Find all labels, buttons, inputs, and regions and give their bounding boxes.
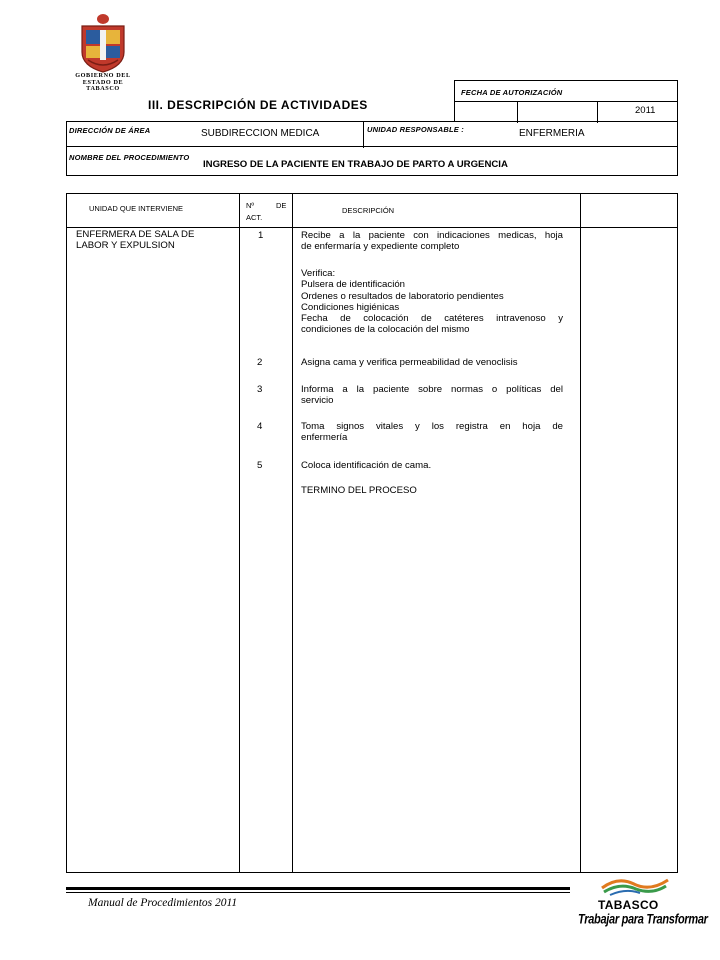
seal-caption-line: TABASCO	[86, 85, 120, 93]
procedimiento-label: NOMBRE DEL PROCEDIMIENTO	[69, 153, 190, 162]
activities-table	[66, 193, 678, 873]
step-line: Pulsera de identificación	[301, 279, 405, 291]
step-line: TERMINO DEL PROCESO	[301, 485, 417, 496]
direccion-value: SUBDIRECCION MEDICA	[201, 128, 320, 139]
col-header-num-a: Nº	[246, 201, 255, 210]
col-header-unidad: UNIDAD QUE INTERVIENE	[89, 204, 184, 213]
coat-of-arms-icon	[72, 12, 134, 74]
step-number: 1	[258, 230, 264, 241]
step-description	[301, 421, 563, 444]
step-line: Asigna cama y verifica permeabilidad de venoclisis	[301, 357, 518, 368]
step-line: Toma signos vitales y los registra en hoja de	[301, 421, 563, 432]
tabasco-logo-slogan: Trabajar para Transformar	[578, 912, 708, 927]
direccion-row	[66, 121, 678, 147]
step-description	[301, 485, 563, 496]
procedimiento-value: INGRESO DE LA PACIENTE EN TRABAJO DE PARTO A URGENCIA	[203, 159, 508, 170]
step-line: Coloca identificación de cama.	[301, 460, 432, 471]
step-line: Ordenes o resultados de laboratorio pendientes	[301, 290, 504, 302]
step-description	[301, 384, 563, 407]
step-description	[301, 460, 563, 471]
step-line: Fecha de colocación de catéteres intravenoso y	[301, 313, 563, 325]
fecha-label-box	[454, 80, 678, 102]
step-description	[301, 230, 563, 253]
fecha-label: FECHA DE AUTORIZACIÓN	[461, 88, 563, 97]
col-header-descripcion: DESCRIPCIÓN	[342, 206, 395, 215]
direccion-label: DIRECCIÓN DE ÁREA	[69, 126, 151, 135]
step-description	[301, 268, 563, 336]
footer-rule-thin	[66, 892, 570, 893]
step-number: 3	[257, 384, 263, 395]
step-line: Verifica:	[301, 268, 336, 279]
fecha-grid	[454, 101, 678, 122]
step-number: 2	[257, 357, 263, 368]
manual-footer-text: Manual de Procedimientos 2011	[88, 897, 238, 909]
unidad-responsable-label: UNIDAD RESPONSABLE :	[367, 125, 464, 134]
step-line: Condiciones higiénicas	[301, 301, 400, 313]
government-seal	[72, 12, 134, 94]
step-line: Recibe a la paciente con indicaciones medicas, hoja	[301, 230, 563, 241]
step-line: enfermería	[301, 432, 348, 444]
step-number: 5	[257, 460, 263, 471]
tabasco-swoosh-icon	[600, 876, 670, 896]
footer-rule-thick	[66, 887, 570, 890]
tabasco-logo	[578, 872, 708, 936]
section-title: III. DESCRIPCIÓN DE ACTIVIDADES	[148, 98, 368, 112]
seal-caption-line: ESTADO DE	[82, 78, 124, 86]
unidad-interviene-line: LABOR Y EXPULSION	[76, 240, 175, 252]
step-description	[301, 357, 563, 368]
unidad-interviene-cell	[76, 229, 194, 252]
step-line: Informa a la paciente sobre normas o políticas del	[301, 384, 563, 395]
unidad-responsable-value: ENFERMERIA	[519, 128, 585, 139]
col-header-num-c: ACT.	[246, 213, 263, 222]
col-header-num-b: DE	[276, 201, 287, 210]
unidad-interviene-line: ENFERMERA DE SALA DE	[76, 229, 195, 240]
step-line: de enfermaría y expediente completo	[301, 241, 460, 253]
fecha-year: 2011	[635, 105, 656, 116]
procedimiento-row	[66, 146, 678, 176]
step-line: servicio	[301, 395, 334, 407]
tabasco-logo-word: TABASCO	[598, 898, 659, 912]
step-number: 4	[257, 421, 263, 432]
step-line: condiciones de la colocación del mismo	[301, 324, 470, 336]
seal-caption-line: GOBIERNO DEL	[75, 72, 131, 79]
